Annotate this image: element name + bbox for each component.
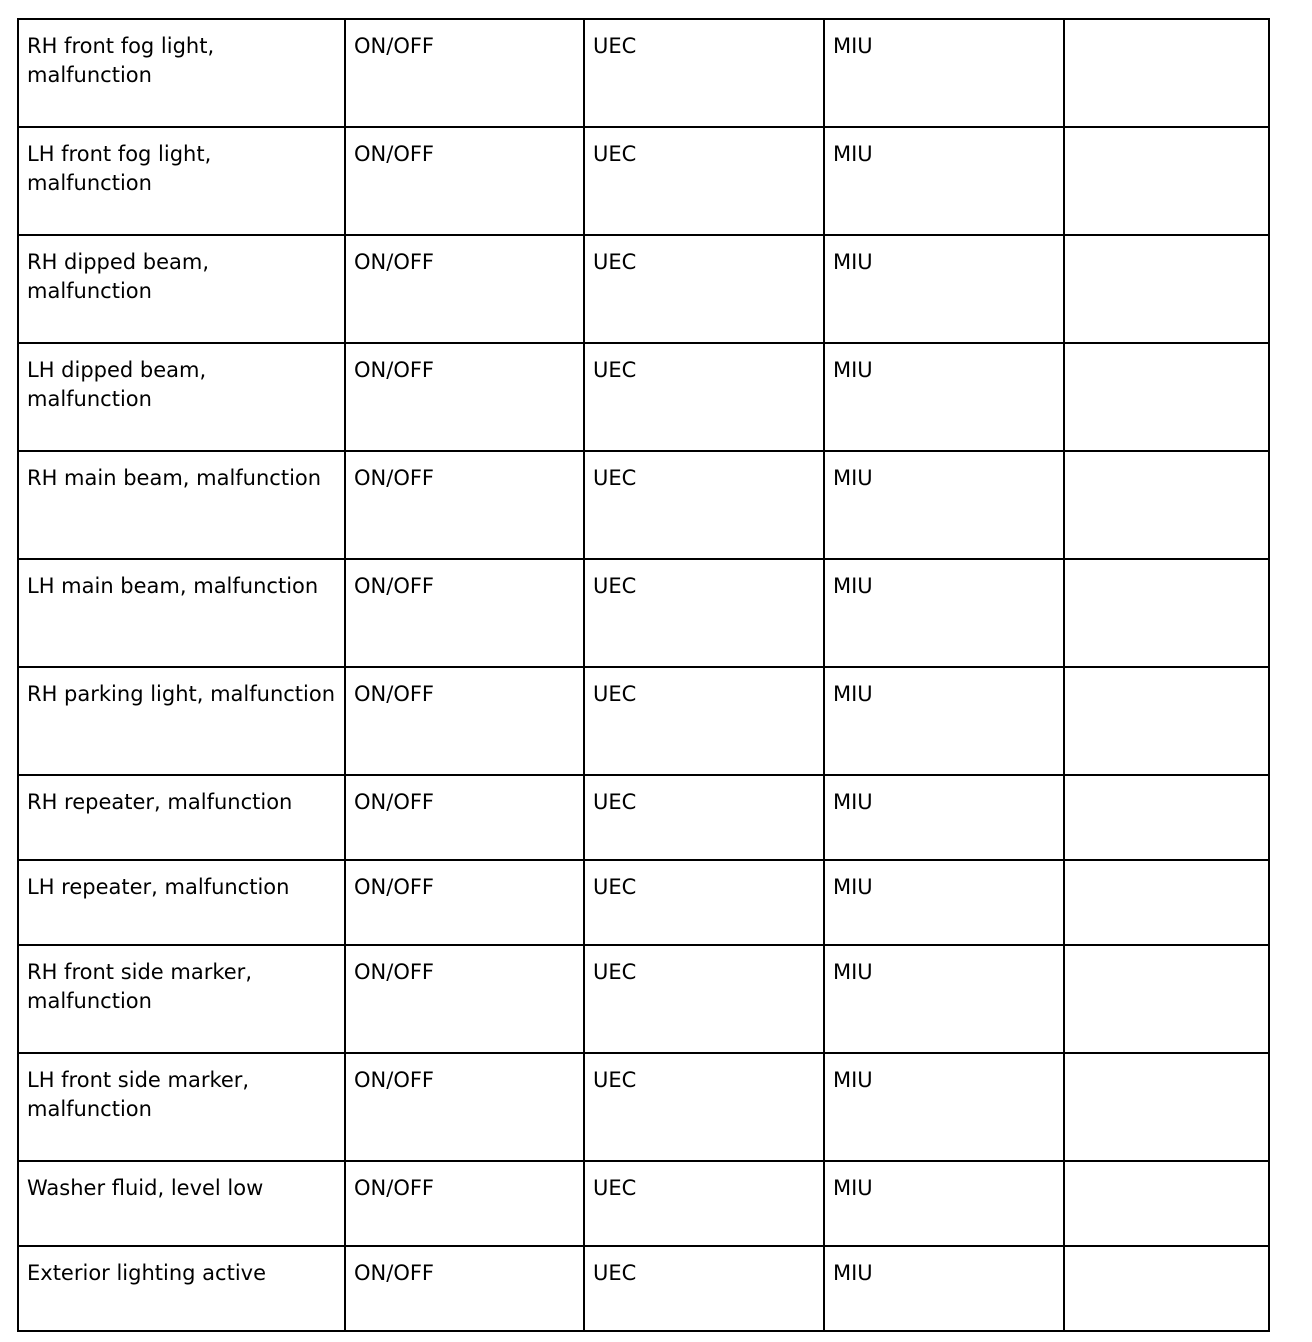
table-row (18, 1246, 1269, 1331)
receiver-cell: MIU (824, 127, 1064, 235)
note-cell (1064, 235, 1269, 343)
table-row (18, 1053, 1269, 1161)
signal-name-cell: LH main beam, malfunction (18, 559, 345, 667)
signal-name-cell: RH dipped beam, malfunction (18, 235, 345, 343)
receiver-cell: MIU (824, 559, 1064, 667)
signal-name-cell: Washer fluid, level low (18, 1161, 345, 1246)
receiver-cell: MIU (824, 1246, 1064, 1331)
sender-cell: UEC (584, 860, 824, 945)
table-row (18, 667, 1269, 775)
signal-name-cell: LH repeater, malfunction (18, 860, 345, 945)
values-cell: ON/OFF (345, 1246, 584, 1331)
receiver-cell: MIU (824, 945, 1064, 1053)
sender-cell: UEC (584, 775, 824, 860)
signal-name-cell: RH repeater, malfunction (18, 775, 345, 860)
sender-cell: UEC (584, 667, 824, 775)
values-cell: ON/OFF (345, 19, 584, 127)
table-row (18, 235, 1269, 343)
note-cell (1064, 1161, 1269, 1246)
receiver-cell: MIU (824, 235, 1064, 343)
table-row (18, 860, 1269, 945)
receiver-cell: MIU (824, 1053, 1064, 1161)
note-cell (1064, 775, 1269, 860)
receiver-cell: MIU (824, 343, 1064, 451)
values-cell: ON/OFF (345, 235, 584, 343)
values-cell: ON/OFF (345, 945, 584, 1053)
values-cell: ON/OFF (345, 1161, 584, 1246)
table-row (18, 127, 1269, 235)
values-cell: ON/OFF (345, 1053, 584, 1161)
signal-name-cell: LH front fog light, malfunction (18, 127, 345, 235)
sender-cell: UEC (584, 343, 824, 451)
receiver-cell: MIU (824, 667, 1064, 775)
note-cell (1064, 19, 1269, 127)
receiver-cell: MIU (824, 775, 1064, 860)
sender-cell: UEC (584, 1053, 824, 1161)
table-row (18, 343, 1269, 451)
receiver-cell: MIU (824, 860, 1064, 945)
values-cell: ON/OFF (345, 451, 584, 559)
note-cell (1064, 343, 1269, 451)
note-cell (1064, 945, 1269, 1053)
sender-cell: UEC (584, 1161, 824, 1246)
signal-name-cell: LH dipped beam, malfunction (18, 343, 345, 451)
signal-name-cell: LH front side marker, malfunction (18, 1053, 345, 1161)
sender-cell: UEC (584, 19, 824, 127)
note-cell (1064, 1053, 1269, 1161)
table-row (18, 19, 1269, 127)
signal-name-cell: Exterior lighting active (18, 1246, 345, 1331)
signal-table (17, 18, 1270, 1332)
sender-cell: UEC (584, 945, 824, 1053)
signal-table-body (18, 19, 1269, 1331)
sender-cell: UEC (584, 1246, 824, 1331)
note-cell (1064, 667, 1269, 775)
values-cell: ON/OFF (345, 343, 584, 451)
sender-cell: UEC (584, 235, 824, 343)
table-row (18, 451, 1269, 559)
table-row (18, 1161, 1269, 1246)
values-cell: ON/OFF (345, 775, 584, 860)
signal-name-cell: RH front fog light, malfunction (18, 19, 345, 127)
signal-name-cell: RH parking light, malfunction (18, 667, 345, 775)
values-cell: ON/OFF (345, 860, 584, 945)
receiver-cell: MIU (824, 19, 1064, 127)
receiver-cell: MIU (824, 1161, 1064, 1246)
note-cell (1064, 860, 1269, 945)
table-row (18, 945, 1269, 1053)
signal-name-cell: RH front side marker, malfunction (18, 945, 345, 1053)
note-cell (1064, 127, 1269, 235)
sender-cell: UEC (584, 451, 824, 559)
values-cell: ON/OFF (345, 559, 584, 667)
note-cell (1064, 559, 1269, 667)
values-cell: ON/OFF (345, 667, 584, 775)
sender-cell: UEC (584, 127, 824, 235)
values-cell: ON/OFF (345, 127, 584, 235)
sender-cell: UEC (584, 559, 824, 667)
note-cell (1064, 451, 1269, 559)
signal-name-cell: RH main beam, malfunction (18, 451, 345, 559)
receiver-cell: MIU (824, 451, 1064, 559)
table-row (18, 775, 1269, 860)
table-row (18, 559, 1269, 667)
note-cell (1064, 1246, 1269, 1331)
